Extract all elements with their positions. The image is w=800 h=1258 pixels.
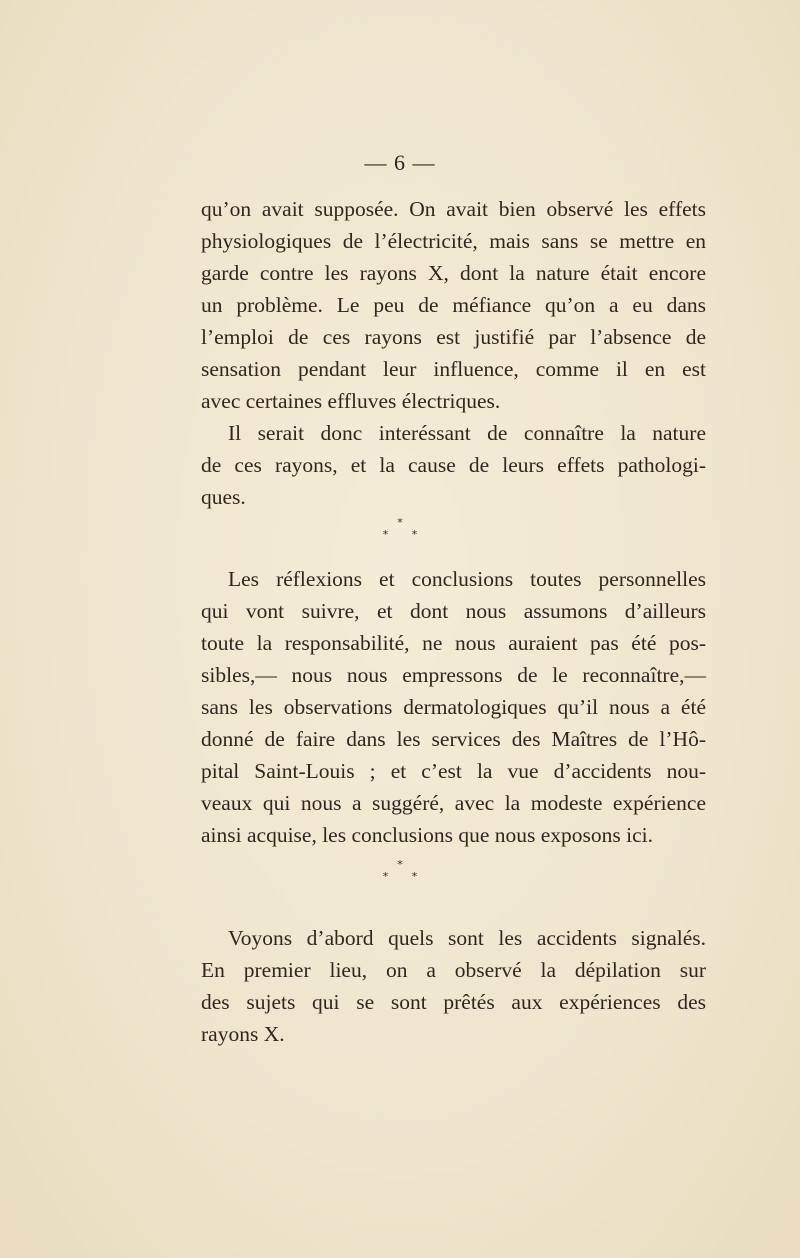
asterism-top-star: * bbox=[397, 858, 403, 871]
asterism-bottom-stars: * * bbox=[382, 528, 428, 541]
page-number: — 6 — bbox=[364, 150, 436, 175]
text-line: sibles,— nous nous empressons de le reconnaître,— bbox=[201, 663, 706, 687]
text-line: ques. bbox=[201, 485, 246, 509]
text-line: ainsi acquise, les conclusions que nous exposons ici. bbox=[201, 823, 654, 847]
text-line: Les réflexions et conclusions toutes personnelles bbox=[228, 567, 706, 591]
text-line: pital Saint-Louis ; et c’est la vue d’accidents nou- bbox=[201, 759, 706, 783]
text-line: un problème. Le peu de méfiance qu’on a eu dans bbox=[201, 293, 706, 317]
text-line: Voyons d’abord quels sont les accidents signalés. bbox=[228, 926, 706, 950]
text-line: des sujets qui se sont prêtés aux expériences des bbox=[201, 990, 706, 1014]
asterism-divider bbox=[0, 517, 800, 541]
text-line: rayons X. bbox=[201, 1022, 285, 1046]
text-line: qu’on avait supposée. On avait bien observé les effets bbox=[201, 197, 706, 221]
text-line: sensation pendant leur influence, comme il en est bbox=[201, 357, 706, 381]
text-line: l’emploi de ces rayons est justifié par l’absence de bbox=[201, 325, 706, 349]
text-line: garde contre les rayons X, dont la nature était encore bbox=[201, 261, 706, 285]
text-line: toute la responsabilité, ne nous auraient pas été pos- bbox=[201, 631, 706, 655]
text-line: de ces rayons, et la cause de leurs effets pathologi- bbox=[201, 453, 706, 477]
text-line: donné de faire dans les services des Maîtres de l’Hô- bbox=[201, 727, 706, 751]
text-line: sans les observations dermatologiques qu’il nous a été bbox=[201, 695, 706, 719]
text-line: Il serait donc interéssant de connaître la nature bbox=[228, 421, 706, 445]
text-line: avec certaines effluves électriques. bbox=[201, 389, 501, 413]
text-line: veaux qui nous a suggéré, avec la modeste expérience bbox=[201, 791, 706, 815]
asterism-bottom-stars: * * bbox=[382, 870, 428, 883]
asterism-divider bbox=[0, 859, 800, 883]
text-line: physiologiques de l’électricité, mais sans se mettre en bbox=[201, 229, 706, 253]
text-line: En premier lieu, on a observé la dépilation sur bbox=[201, 958, 706, 982]
text-line: qui vont suivre, et dont nous assumons d’ailleurs bbox=[201, 599, 706, 623]
asterism-top-star: * bbox=[397, 516, 403, 529]
